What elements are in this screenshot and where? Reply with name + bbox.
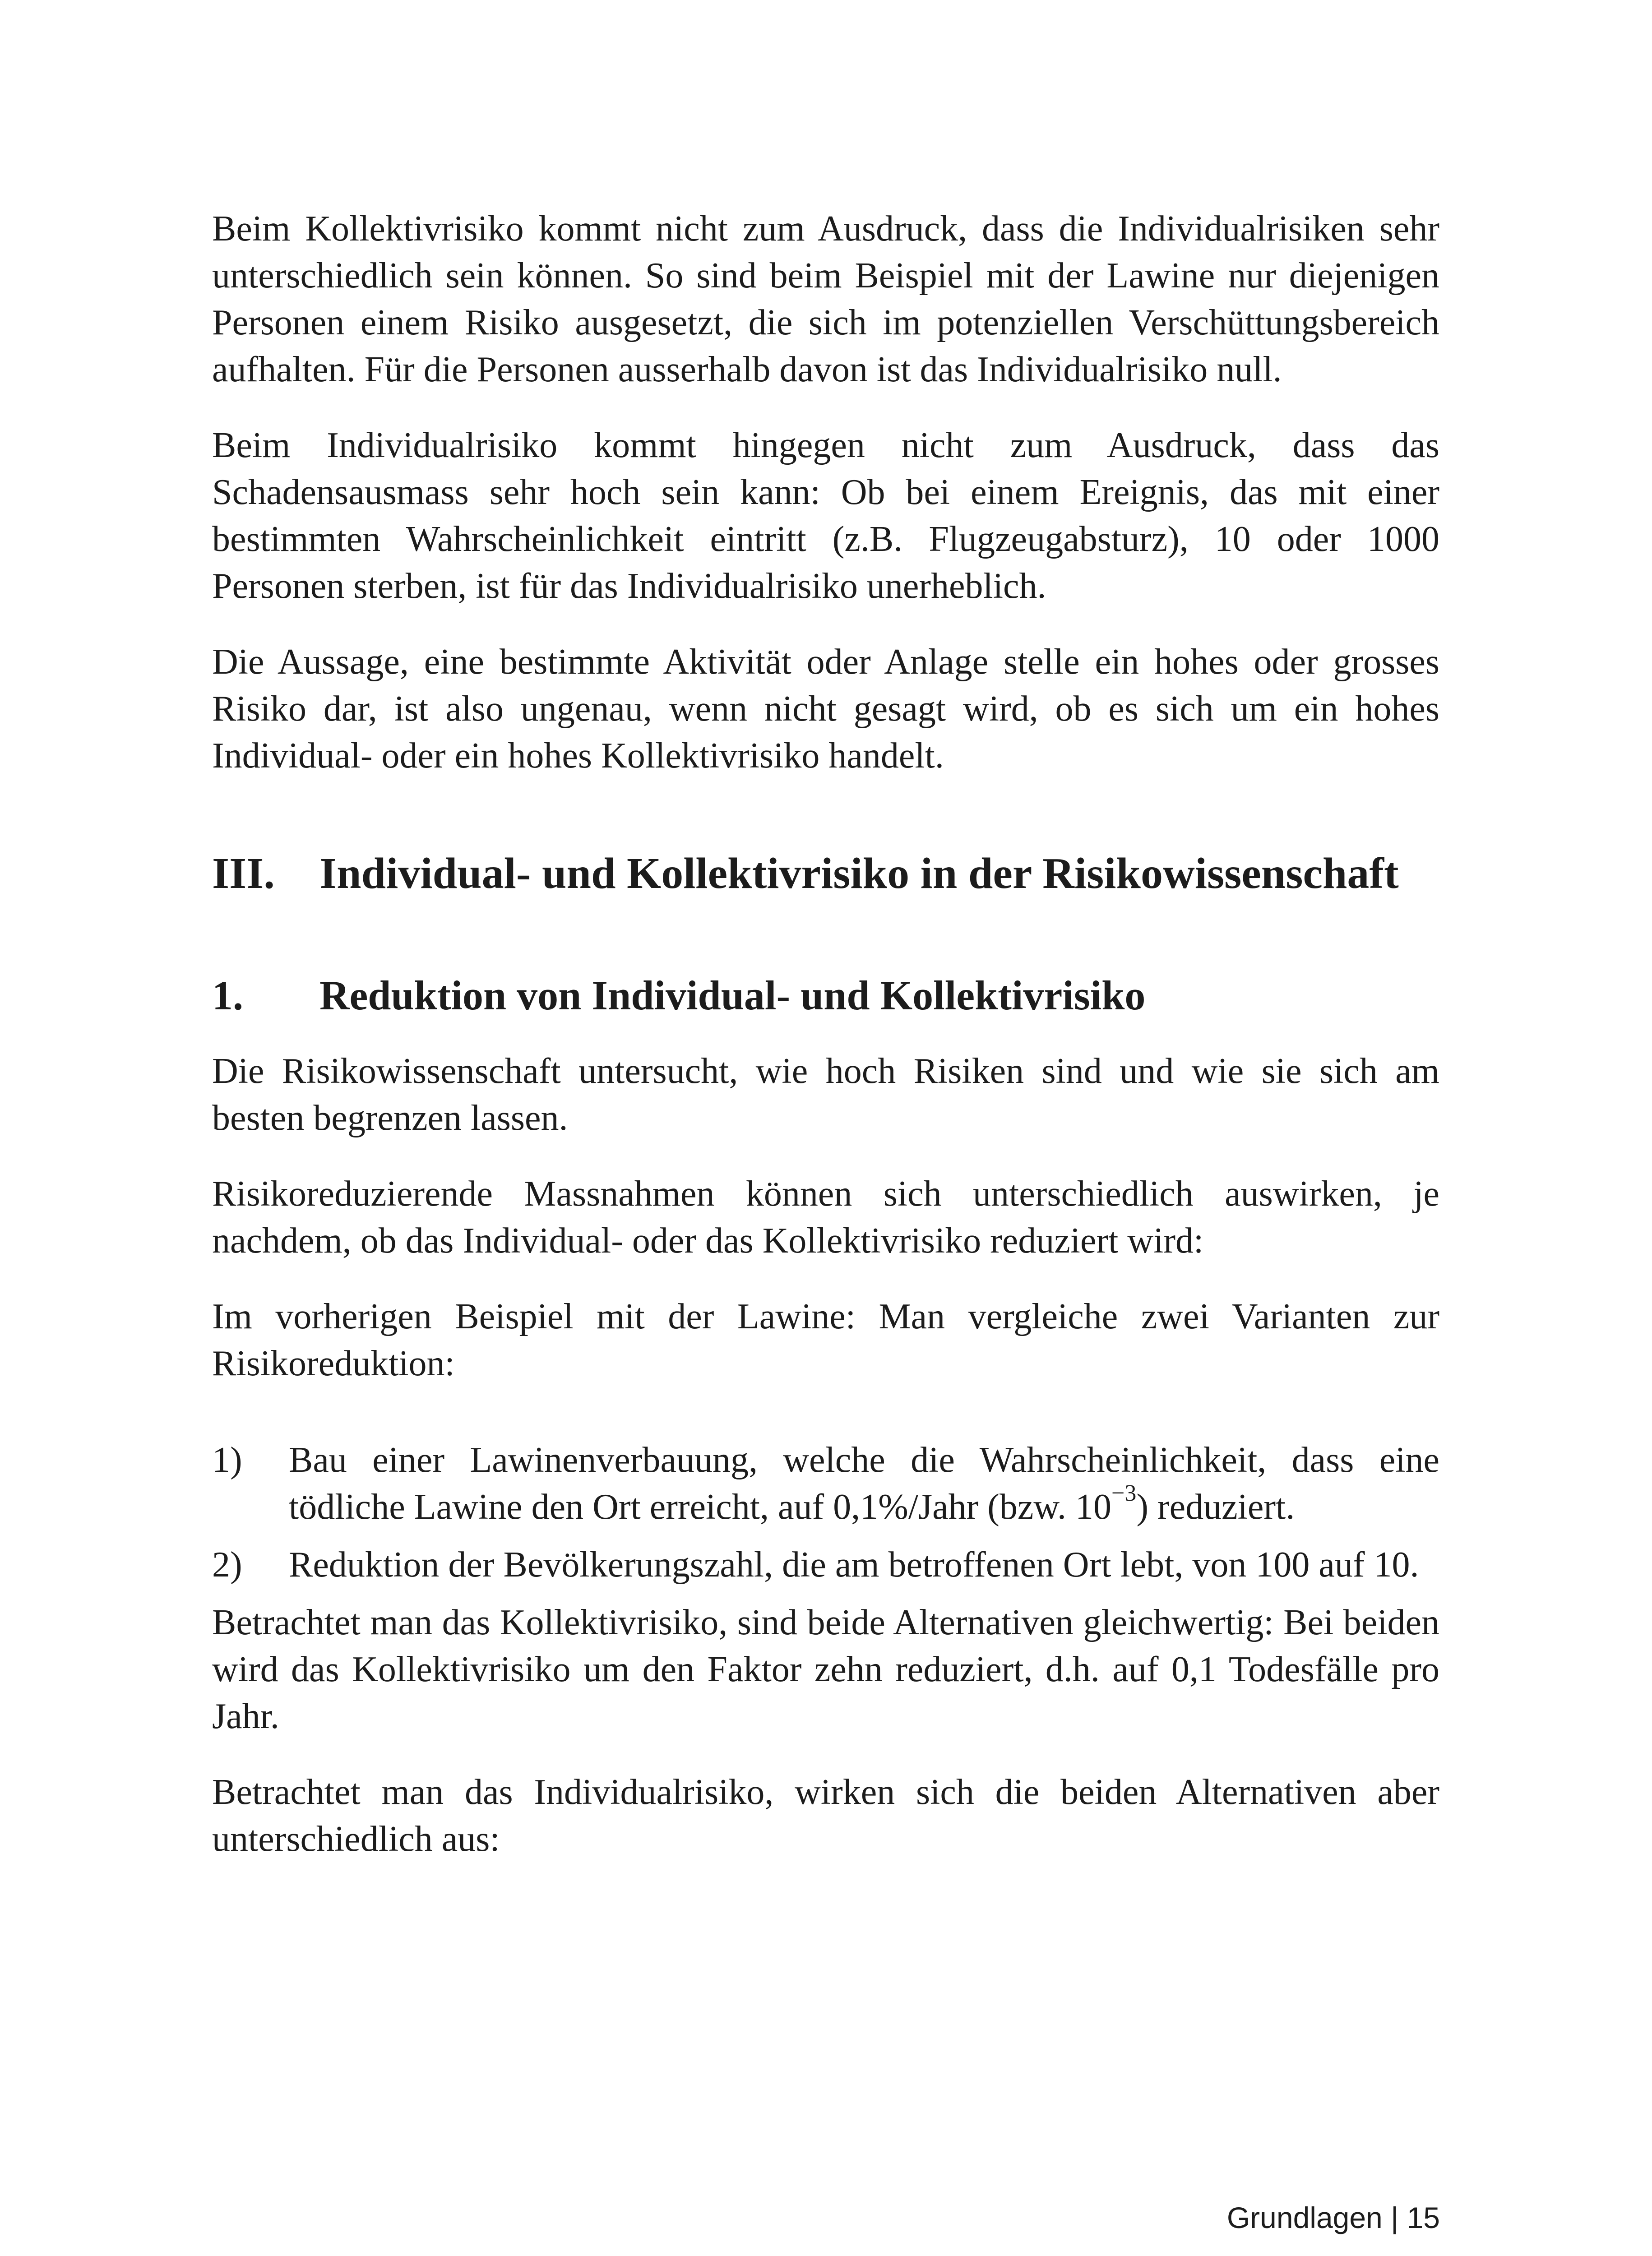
paragraph-collective-risk: Beim Kollektivrisiko kommt nicht zum Ausdruck, dass die Individualrisiken sehr unterschiedlich sein können. So sind beim Beispiel mit der Lawine nur diejenigen Personen einem Risiko ausgesetzt, die sich im potenziellen Verschüttungsbereich aufhalten. Für die Personen ausserhalb davon ist das Individualrisiko null. (212, 209, 1439, 389)
paragraph-individual-comparison: Betrachtet man das Individualrisiko, wirken sich die beiden Alternativen aber unterschiedlich aus: (212, 1772, 1439, 1859)
list-item-text: Reduktion der Bevölkerungszahl, die am betroffenen Ort lebt, von 100 auf 10. (289, 1545, 1419, 1585)
subsection-number: 1. (212, 972, 243, 1018)
list-item-text-end: ) reduziert. (1136, 1487, 1295, 1527)
list-item-text-start: Bau einer Lawinenverbauung, welche die Wahrscheinlichkeit, dass eine tödliche Lawine den Ort erreicht, auf 0,1%/Jahr (bzw. 10 (289, 1440, 1439, 1527)
paragraph-individual-risk: Beim Individualrisiko kommt hingegen nicht zum Ausdruck, dass das Schadensausmass sehr hoch sein kann: Ob bei einem Ereignis, das mit einer bestimmten Wahrscheinlichkeit eintritt (z.B. Flugzeugabsturz), 10 oder 1000 Personen sterben, ist für das Individualrisiko unerheblich. (212, 425, 1439, 606)
section-title: Individual- und Kollektivrisiko in der Risikowissenschaft (319, 849, 1399, 898)
paragraph-risk-statement: Die Aussage, eine bestimmte Aktivität oder Anlage stelle ein hohes oder grosses Risiko dar, ist also ungenau, wenn nicht gesagt wird, ob es sich um ein hohes Individual- oder ein hohes Kollektivrisiko handelt. (212, 642, 1439, 776)
list-item (212, 1437, 1439, 1530)
paragraph-risk-science: Die Risikowissenschaft untersucht, wie hoch Risiken sind und wie sie sich am besten begrenzen lassen. (212, 1051, 1439, 1138)
variant-list (212, 1437, 1439, 1588)
subsection-heading (212, 970, 1439, 1021)
exponent: −3 (1111, 1480, 1137, 1506)
section-heading (212, 847, 1439, 900)
paragraph-collective-comparison: Betrachtet man das Kollektivrisiko, sind beide Alternativen gleichwertig: Bei beiden wird das Kollektivrisiko um den Faktor zehn reduziert, d.h. auf 0,1 Todesfälle pro Jahr. (212, 1603, 1439, 1736)
list-item-number: 2) (212, 1545, 242, 1585)
paragraph-example: Im vorherigen Beispiel mit der Lawine: Man vergleiche zwei Varianten zur Risikoreduktion: (212, 1297, 1439, 1383)
section-number: III. (212, 849, 275, 898)
list-item (212, 1541, 1439, 1588)
page-footer: Grundlagen | 15 (1226, 2201, 1440, 2234)
page-content (212, 205, 1439, 1891)
paragraph-measures: Risikoreduzierende Massnahmen können sich unterschiedlich auswirken, je nachdem, ob das Individual- oder das Kollektivrisiko reduziert wird: (212, 1174, 1439, 1261)
subsection-title: Reduktion von Individual- und Kollektivrisiko (319, 972, 1146, 1018)
list-item-number: 1) (212, 1440, 242, 1480)
list-item-text (289, 1437, 1439, 1530)
